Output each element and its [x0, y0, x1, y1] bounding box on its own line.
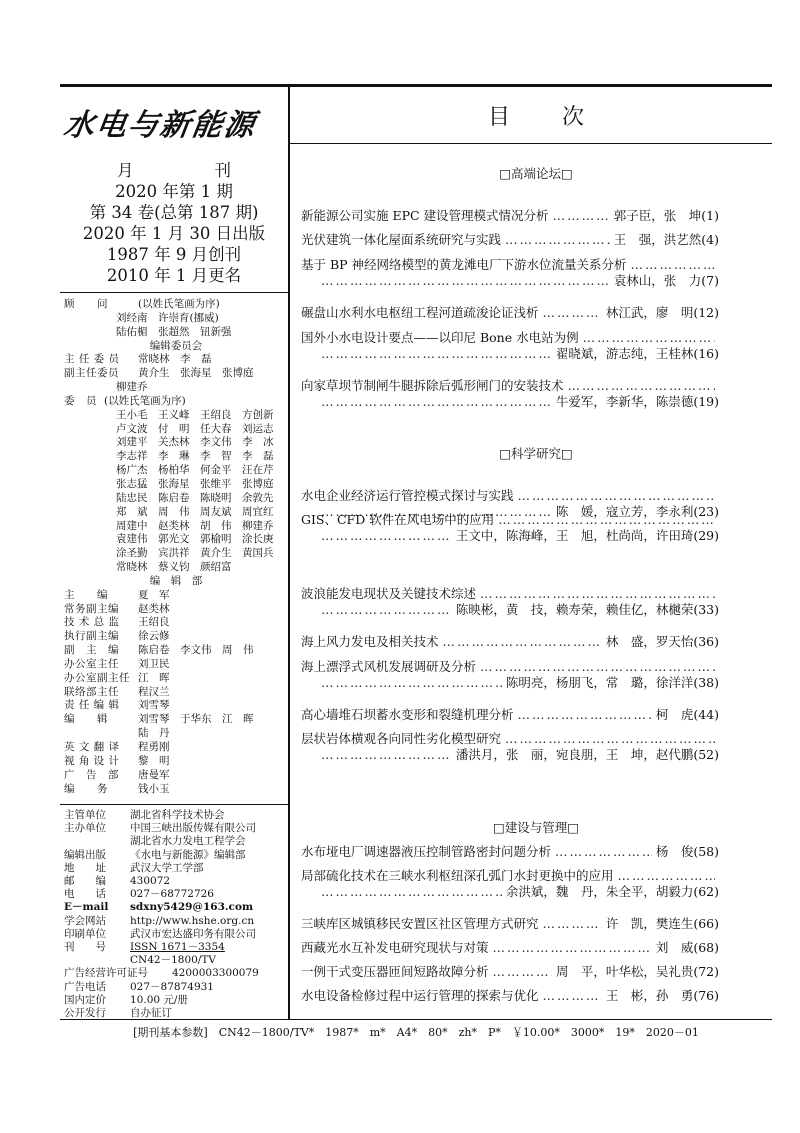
toc-entry-page: (29): [693, 528, 719, 543]
ad-phone: 027－87874931: [130, 980, 214, 993]
toc-entry-title: GIS、CFD 软件在风电场中的应用: [301, 512, 495, 527]
toc-leader-dots: [443, 634, 602, 650]
role-name: 钱小玉: [138, 782, 170, 795]
toc-leader-dots: [321, 528, 452, 544]
member-line: 张志猛 张海星 张维平 张博庭: [116, 477, 274, 490]
printer: 武汉市宏达盛印务有限公司: [130, 927, 256, 940]
info-label: 电 话: [64, 888, 106, 901]
toc-entry-page: (52): [693, 747, 719, 762]
email-link[interactable]: sdxny5429@163.com: [130, 901, 254, 914]
role-row: [64, 644, 288, 658]
toc-entry[interactable]: [301, 232, 719, 248]
toc-entry-page: (16): [693, 346, 719, 361]
toc-entry-line: [301, 940, 719, 956]
info-label: 主办单位: [64, 822, 106, 835]
member-line: 杨广杰 杨柏华 何金平 汪在芹: [116, 464, 274, 477]
info-label: 印刷单位: [64, 927, 106, 940]
toc-leader-dots: [321, 602, 452, 618]
website-link[interactable]: http://www.hshe.org.cn: [130, 914, 255, 927]
role-name: 刘卫民: [138, 657, 170, 670]
toc-entry[interactable]: [301, 586, 719, 618]
vice-director-names: 柳建乔: [116, 381, 148, 394]
left-rule-2: [60, 804, 288, 805]
role-name: 陆 丹: [138, 727, 170, 740]
journal-logo: [61, 104, 274, 148]
toc-entry[interactable]: [301, 208, 719, 224]
toc-entry-authors: 余洪斌，魏 丹，朱全平，胡毅力: [505, 884, 694, 899]
members-note: (以姓氏笔画为序): [104, 394, 186, 407]
toc-title-rule: [290, 143, 772, 144]
toc-leader-dots: [505, 731, 715, 747]
role-label: 联络部主任: [64, 685, 119, 698]
toc-entry-page: (58): [693, 844, 719, 859]
toc-entry-title: 三峡库区城镇移民安置区社区管理方式研究: [301, 916, 539, 931]
toc-entry-page: (62): [693, 884, 719, 899]
role-label: 副 主 编: [64, 644, 119, 657]
director-names: 常晓林 李 磊: [138, 353, 212, 366]
toc-title: 目次: [487, 105, 636, 130]
member-line: 涂圣勤 宾洪祥 黄介生 黄国兵: [116, 547, 274, 560]
role-label: 视 角 设 计: [64, 754, 120, 767]
role-label: 办公室副主任: [64, 671, 130, 684]
toc-entry-authors: 杨 俊: [655, 844, 694, 859]
toc-entry-title: 局部硫化技术在三峡水利枢纽深孔弧门水封更换中的应用: [301, 868, 614, 883]
role-label: 主 编: [64, 588, 108, 601]
issn: ISSN 1671－3354: [130, 941, 225, 954]
toc-leader-dots: [498, 512, 715, 528]
toc-leader-dots: [321, 747, 452, 763]
toc-entry[interactable]: [301, 940, 719, 956]
toc-section-heading: □建设与管理□: [492, 820, 580, 835]
toc-entry-authors: 王文中，陈海峰，王 旭，杜尚尚，许田琦: [455, 528, 694, 543]
toc-leader-dots: [493, 964, 552, 980]
toc-entry-line: [301, 988, 719, 1004]
toc-entry-page: (68): [693, 940, 719, 955]
role-label: 常务副主编: [64, 602, 119, 615]
toc-entry-line: [301, 634, 719, 650]
role-name: 刘雪琴 于华东 江 晖: [138, 713, 254, 726]
dept-title: 编 辑 部: [149, 574, 203, 587]
toc-entry[interactable]: [301, 330, 719, 362]
toc-entry-page: (38): [693, 675, 719, 690]
role-label: 编 务: [64, 782, 108, 795]
member-line: 李志祥 李 琳 李 智 李 磊: [116, 450, 274, 463]
toc-entry-page: (33): [693, 602, 719, 617]
toc-entry-authors: 林江武，廖 明: [605, 305, 694, 320]
publication-info: [60, 160, 288, 286]
toc-entry-line: [301, 586, 719, 602]
role-label: 技 术 总 监: [64, 616, 120, 629]
founded-date: 1987 年 9 月创刊: [106, 245, 242, 264]
editorial-staff: [64, 298, 288, 796]
toc-entry-line: [301, 305, 719, 321]
advisors-note: (以姓氏笔画为序): [138, 298, 220, 310]
toc-entry-line: [301, 512, 719, 528]
toc-entry-authors: 袁林山，张 力: [613, 273, 702, 288]
toc-entry[interactable]: [301, 257, 719, 289]
toc-entry[interactable]: [301, 512, 719, 544]
members-list: [64, 409, 288, 575]
issue: 2020 年第 1 期: [115, 182, 233, 201]
logo-text: 水电与新能源: [61, 108, 259, 143]
toc-entry-line: [301, 488, 719, 504]
toc-entry-authors: 牛爱军，李新华，陈崇德: [555, 394, 694, 409]
info-label: 地 址: [64, 861, 106, 874]
phone: 027－68772726: [130, 888, 214, 901]
role-name: 程勇刚: [138, 741, 170, 753]
toc-leader-dots: [553, 208, 610, 224]
info-label: 主管单位: [64, 809, 106, 821]
vice-director-names: 黄介生 张海星 张博庭: [138, 367, 254, 380]
advisors-label: 顾 问: [64, 298, 108, 310]
role-row: [64, 741, 288, 755]
postcode: 430072: [130, 875, 171, 888]
role-row: [64, 755, 288, 769]
toc-entry-title: 水电企业经济运行管控模式探讨与实践: [301, 488, 514, 503]
toc-leader-dots: [568, 378, 715, 394]
info-label: 公开发行: [64, 1007, 106, 1020]
toc-entry-page: (76): [693, 988, 719, 1003]
roles-list: [64, 589, 288, 797]
toc-entry-title: 西藏光水互补发电研究现状与对策: [301, 940, 489, 955]
member-line: 卢文波 付 明 任大春 刘运志: [116, 422, 274, 435]
distribution: 自办征订: [130, 1007, 172, 1020]
toc-entry-line: [301, 659, 719, 675]
role-name: 赵类林: [138, 602, 170, 615]
toc-entry-line: [301, 394, 719, 410]
toc-leader-dots: [555, 844, 652, 860]
toc-entry-authors: 周 平，叶华松，吴礼贵: [555, 964, 694, 979]
toc-entry-line: [301, 232, 719, 248]
role-row: [64, 630, 288, 644]
role-name: 徐云修: [138, 630, 170, 643]
toc-entry-page: (23): [693, 504, 719, 519]
role-row: [64, 699, 288, 713]
toc-entry-authors: 刘 威: [655, 940, 694, 955]
role-name: 刘雪琴: [138, 699, 170, 712]
toc-entry-line: [301, 273, 719, 289]
toc-entry-page: (44): [693, 707, 719, 722]
toc-leader-dots: [631, 257, 715, 273]
toc-entry-title: 水电设备检修过程中运行管理的探索与优化: [301, 988, 539, 1003]
toc-entry-page: (66): [693, 916, 719, 931]
role-label: [64, 727, 138, 741]
role-name: 夏 军: [138, 588, 170, 601]
toc-entry[interactable]: [301, 707, 719, 723]
toc-entry-title: 碾盘山水利水电枢纽工程河道疏浚论证浅析: [301, 305, 539, 320]
toc-entry-page: (12): [693, 305, 719, 320]
toc-section-heading: □高端论坛□: [499, 166, 573, 181]
role-row: [64, 658, 288, 672]
info-label: 编辑出版: [64, 848, 106, 861]
role-label: 责 任 编 辑: [64, 699, 120, 712]
toc-leader-dots: [618, 868, 715, 884]
toc-entry-authors: 翟晓斌，游志纯，王桂林: [555, 346, 694, 361]
toc-entry-page: (1): [701, 208, 719, 223]
toc-entry-title: 水布垭电厂调速器液压控制管路密封问题分析: [301, 844, 552, 859]
renamed-date: 2010 年 1 月更名: [106, 266, 242, 285]
role-name: 程汉兰: [138, 685, 170, 698]
toc-entry-title: 波浪能发电现状及关键技术综述: [301, 586, 477, 601]
role-name: 王绍良: [138, 616, 170, 629]
info-label: E－mail: [64, 901, 109, 914]
role-name: 陈启卷 李文伟 周 伟: [138, 644, 254, 657]
member-line: 陆忠民 陈启卷 陈晓明 余敦先: [116, 491, 274, 504]
info-label: 邮 编: [64, 875, 106, 888]
toc-entry[interactable]: [301, 659, 719, 691]
toc-entry-page: (72): [693, 964, 719, 979]
publish-date: 2020 年 1 月 30 日出版: [82, 224, 266, 243]
toc-entry-authors: 郭子臣，张 坤: [613, 208, 702, 223]
member-line: 王小毛 王义峰 王绍良 方创新: [116, 408, 274, 421]
role-row: [64, 672, 288, 686]
toc-leader-dots: [480, 586, 715, 602]
role-label: 广 告 部: [64, 768, 119, 781]
role-name: 唐曼军: [138, 768, 170, 781]
toc-entry[interactable]: [301, 378, 719, 410]
toc-leader-dots: [543, 988, 602, 1004]
toc-entry-line: [301, 257, 719, 273]
toc-entry-title: 国外小水电设计要点——以印尼 Bone 水电站为例: [301, 330, 579, 345]
member-line: 刘建平 关杰林 李文伟 李 冰: [116, 436, 274, 449]
toc-entry-authors: 柯 虎: [655, 707, 694, 722]
volume: 第 34 卷(总第 187 期): [89, 203, 259, 222]
role-row: [64, 686, 288, 700]
toc-entry[interactable]: [301, 988, 719, 1004]
toc-entry-title: 海上漂浮式风机发展调研及分析: [301, 659, 477, 674]
toc-entry-title: 基于 BP 神经网络模型的黄龙滩电厂下游水位流量关系分析: [301, 257, 627, 272]
toc-leader-dots: [321, 394, 552, 410]
role-row: [64, 713, 288, 727]
address: 武汉大学工学部: [130, 861, 204, 874]
toc-entry-authors: 陈 媛，寇立芳，李永利: [555, 504, 694, 519]
publisher-info: [64, 809, 288, 1020]
toc-entry-line: [301, 747, 719, 763]
toc-entry-title: 层状岩体横观各向同性劣化模型研究: [301, 731, 502, 746]
role-row: [64, 783, 288, 797]
organizer: 中国三峡出版传媒有限公司: [130, 822, 256, 835]
toc-leader-dots: [321, 675, 502, 691]
journal-parameters: [期刊基本参数] CN42－1800/TV* 1987* m* A4* 80* zh* P* ￥10.00* 3000* 19* 2020－01: [133, 1026, 699, 1039]
toc-entry-line: [301, 868, 719, 884]
editor: 《水电与新能源》编辑部: [130, 848, 246, 861]
toc-entry-line: [301, 964, 719, 980]
toc-entry-page: (19): [693, 394, 719, 409]
toc-entry-line: [301, 346, 719, 362]
toc-leader-dots: [480, 659, 715, 675]
toc-entry-line: [301, 602, 719, 618]
toc-entry-title: 一例干式变压器匝间短路故障分析: [301, 964, 489, 979]
toc-entry-authors: 陈明亮，杨朋飞，常 璐，徐洋洋: [505, 675, 694, 690]
toc-entry-line: [301, 675, 719, 691]
toc-entry-title: 新能源公司实施 EPC 建设管理模式情况分析: [301, 208, 549, 223]
toc-entry[interactable]: [301, 844, 719, 860]
toc-entry[interactable]: [301, 731, 719, 763]
toc-entry-title: 海上风力发电及相关技术: [301, 634, 439, 649]
role-label: 执行副主编: [64, 630, 119, 643]
toc-leader-dots: [583, 330, 715, 346]
vice-director-label: 副主任委员: [64, 367, 119, 380]
role-name: 江 晖: [138, 671, 170, 684]
role-row: [64, 727, 288, 741]
advisors-line: 陆佑楣 张超然 钮新强: [116, 325, 232, 338]
toc-leader-dots: [518, 488, 715, 504]
column-divider: [288, 84, 290, 1019]
toc-entry-authors: 陈映彬，黄 技，赖寿荣，赖佳亿，林樾荣: [455, 602, 694, 617]
price: 10.00 元/册: [130, 993, 188, 1006]
toc-entry-page: (7): [701, 273, 719, 288]
role-label: 英 文 翻 译: [64, 741, 120, 753]
top-rule: [60, 84, 772, 87]
toc-entry-authors: 林 盛，罗天怡: [605, 634, 694, 649]
info-label: 刊 号: [64, 941, 106, 954]
toc-entry-authors: 潘洪月，张 丽，宛良朋，王 坤，赵代鹏: [455, 747, 694, 762]
toc-leader-dots: [321, 884, 502, 900]
toc-entry-authors: 王 彬，孙 勇: [605, 988, 694, 1003]
info-label: 广告电话: [64, 980, 106, 993]
toc-leader-dots: [321, 273, 610, 289]
toc-leader-dots: [321, 346, 552, 362]
role-label: 编 辑: [64, 713, 108, 726]
toc-entry[interactable]: [301, 916, 719, 932]
toc-entry-page: (36): [693, 634, 719, 649]
toc-entry-line: [301, 528, 719, 544]
toc-section-heading: □科学研究□: [499, 446, 573, 461]
info-label: 学会网站: [64, 914, 106, 927]
toc-leader-dots: [493, 940, 652, 956]
toc-leader-dots: [543, 305, 602, 321]
toc-entry-title: 光伏建筑一体化屋面系统研究与实践: [301, 232, 502, 247]
toc-leader-dots: [505, 232, 610, 248]
cn-number: CN42－1800/TV: [130, 954, 216, 967]
sponsor: 湖北省科学技术协会: [130, 809, 225, 821]
committee-title: 编辑委员会: [149, 339, 203, 352]
role-label: 办公室主任: [64, 657, 119, 670]
director-label: 主 任 委 员: [64, 353, 120, 366]
toc-entry-line: [301, 208, 719, 224]
role-row: [64, 589, 288, 603]
toc-entry-line: [301, 844, 719, 860]
organizer: 湖北省水力发电工程学会: [130, 835, 246, 848]
info-label: 国内定价: [64, 993, 106, 1006]
toc-entry-line: [301, 378, 719, 394]
toc-entry-page: (4): [701, 232, 719, 247]
member-line: 郑 斌 周 伟 周友斌 周宜红: [116, 505, 274, 518]
role-row: [64, 603, 288, 617]
advisors-line: 刘经南 许崇育(挪威): [116, 311, 219, 324]
toc-entry-line: [301, 916, 719, 932]
toc-entry-line: [301, 707, 719, 723]
toc-entry-line: [301, 330, 719, 346]
toc-entry[interactable]: [301, 634, 719, 650]
toc-entry-line: [301, 884, 719, 900]
toc-entry-authors: 许 凯，樊连生: [605, 916, 694, 931]
toc-entry-authors: 王 强，洪艺然: [613, 232, 702, 247]
left-rule-1: [60, 292, 288, 293]
frequency: 月 刊: [117, 161, 247, 180]
role-row: [64, 616, 288, 630]
ad-license: 4200003300079: [172, 967, 259, 980]
toc-leader-dots: [543, 916, 602, 932]
members-label: 委 员: [64, 394, 97, 407]
toc-entry[interactable]: [301, 964, 719, 980]
toc-entry[interactable]: [301, 868, 719, 900]
toc-entry-line: [301, 731, 719, 747]
toc-leader-dots: [518, 707, 652, 723]
toc-entry[interactable]: [301, 305, 719, 321]
toc-entry-title: 高心墙堆石坝蓄水变形和裂缝机理分析: [301, 707, 514, 722]
role-row: [64, 769, 288, 783]
member-line: 袁建伟 郭光文 郭榆明 涂长庚: [116, 533, 274, 546]
member-line: 常晓林 蔡义钧 颜绍富: [116, 561, 232, 574]
info-label: 广告经营许可证号: [64, 967, 148, 980]
toc-entry-title: 向家草坝节制闸牛腿拆除后弧形闸门的安装技术: [301, 378, 564, 393]
member-line: 周建中 赵类林 胡 伟 柳建乔: [116, 519, 274, 532]
role-name: 黎 明: [138, 754, 170, 767]
